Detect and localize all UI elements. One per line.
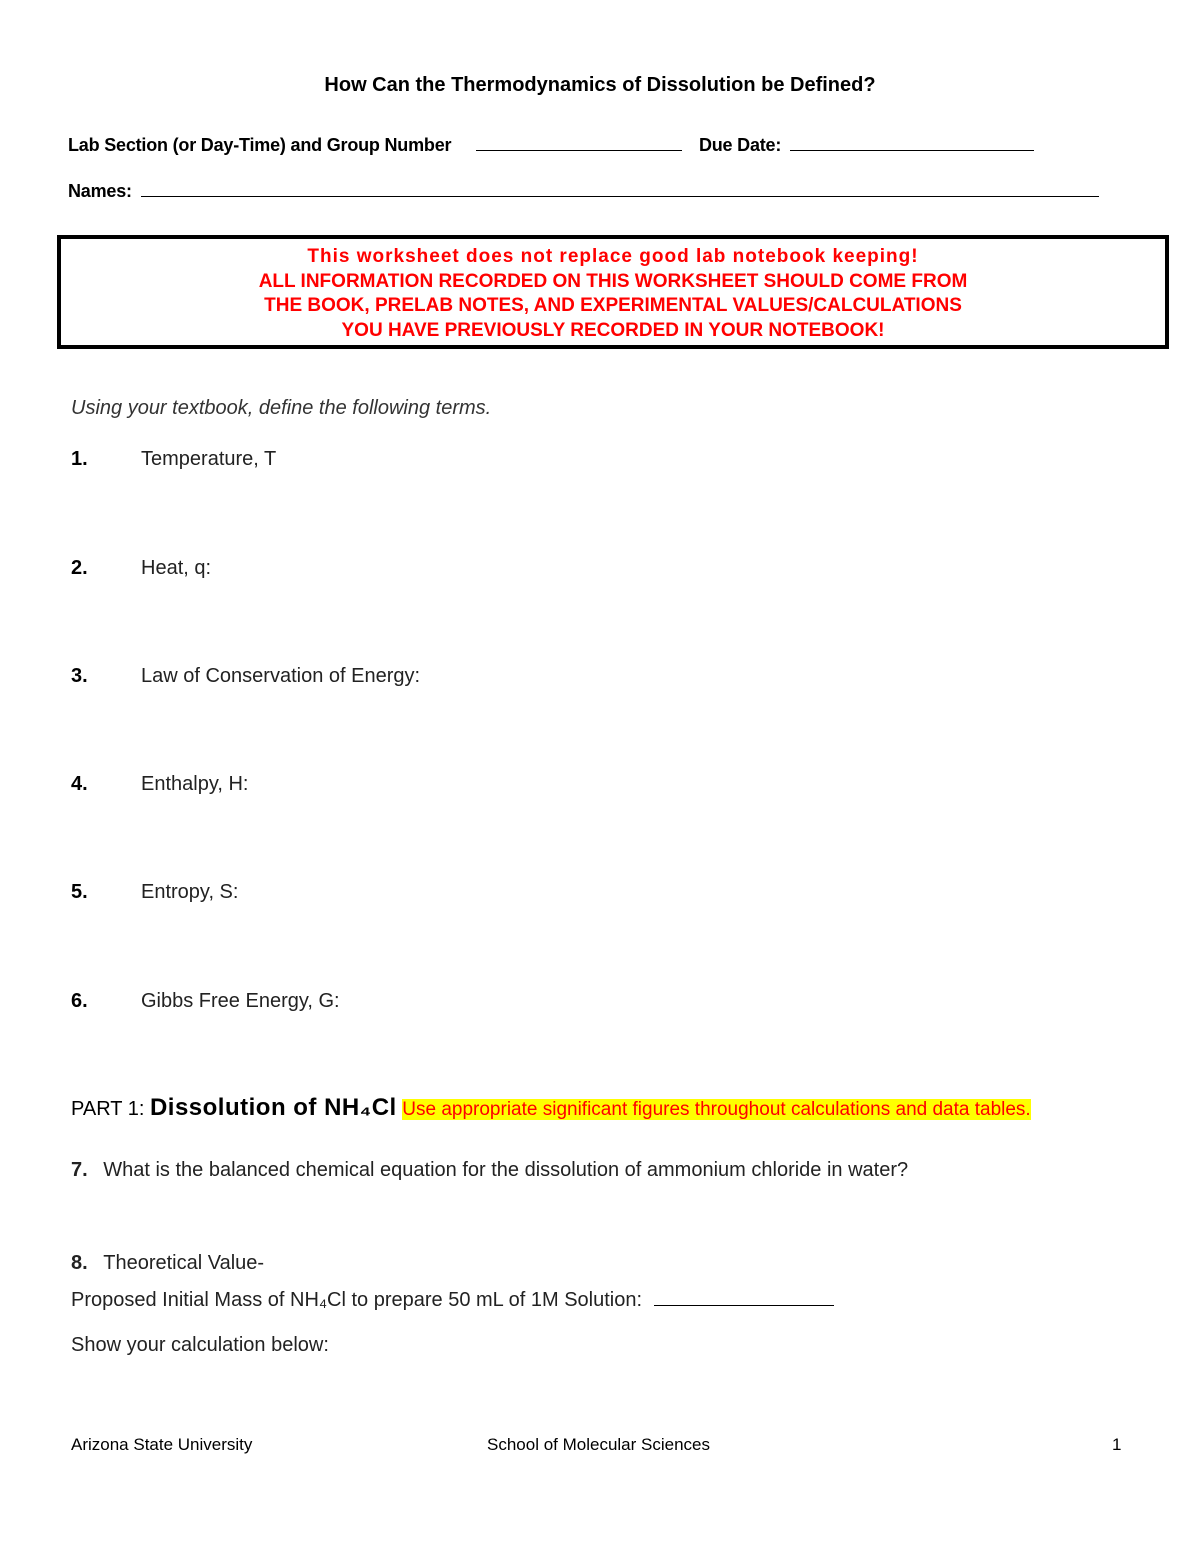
term-text: Entropy, S: xyxy=(141,881,239,903)
term-text: Enthalpy, H: xyxy=(141,773,249,795)
term-number: 5. xyxy=(71,881,88,903)
intro-text: Using your textbook, define the following terms. xyxy=(71,397,492,419)
question-8 xyxy=(71,1252,264,1275)
names-field[interactable] xyxy=(141,178,1099,197)
term-item xyxy=(71,773,88,796)
part1-heading xyxy=(71,1093,1141,1125)
proposed-mass-row xyxy=(71,1283,834,1312)
warning-line-4: YOU HAVE PREVIOUSLY RECORDED IN YOUR NOTEBOOK! xyxy=(341,320,885,341)
question-number: 8. xyxy=(71,1252,88,1274)
calculation-prompt: Show your calculation below: xyxy=(71,1334,329,1356)
question-7 xyxy=(71,1159,908,1182)
term-item xyxy=(71,665,88,688)
names-row xyxy=(68,178,1099,202)
term-number: 4. xyxy=(71,773,88,795)
due-date-label: Due Date: xyxy=(698,135,782,155)
term-text: Gibbs Free Energy, G: xyxy=(141,990,340,1012)
part1-label: PART 1: xyxy=(71,1098,145,1120)
term-item xyxy=(71,881,88,904)
term-text: Heat, q: xyxy=(141,557,212,579)
term-item xyxy=(71,448,88,471)
page-title: How Can the Thermodynamics of Dissolution be Defined? xyxy=(324,74,876,96)
footer-university: Arizona State University xyxy=(71,1435,253,1454)
warning-line-1: This worksheet does not replace good lab notebook keeping! xyxy=(307,246,919,267)
footer-school: School of Molecular Sciences xyxy=(487,1435,711,1454)
names-label: Names: xyxy=(68,181,132,201)
lab-section-field[interactable] xyxy=(476,132,682,151)
term-item xyxy=(71,990,88,1013)
warning-line-3: THE BOOK, PRELAB NOTES, AND EXPERIMENTAL VALUES/CALCULATIONS xyxy=(264,295,962,316)
question-text: Theoretical Value- xyxy=(103,1252,265,1274)
term-item xyxy=(71,557,88,580)
sig-fig-note: Use appropriate significant figures throughout calculations and data tables. xyxy=(402,1099,1031,1120)
warning-box xyxy=(57,235,1169,349)
term-text: Law of Conservation of Energy: xyxy=(141,665,421,687)
part1-title: Dissolution of NH₄Cl xyxy=(149,1094,397,1121)
page-number: 1 xyxy=(1112,1435,1122,1454)
proposed-mass-field[interactable] xyxy=(654,1283,834,1306)
question-text: What is the balanced chemical equation for the dissolution of ammonium chloride in water? xyxy=(103,1159,909,1181)
question-number: 7. xyxy=(71,1159,88,1181)
lab-section-label: Lab Section (or Day-Time) and Group Number xyxy=(68,135,452,155)
proposed-mass-label: Proposed Initial Mass of NH₄Cl to prepare 50 mL of 1M Solution: xyxy=(71,1289,643,1311)
due-date-field[interactable] xyxy=(790,132,1034,151)
term-text: Temperature, T xyxy=(141,448,277,470)
warning-line-2: ALL INFORMATION RECORDED ON THIS WORKSHEET SHOULD COME FROM xyxy=(258,271,968,292)
term-number: 3. xyxy=(71,665,88,687)
term-number: 6. xyxy=(71,990,88,1012)
lab-section-row xyxy=(68,132,1034,156)
term-number: 2. xyxy=(71,557,88,579)
term-number: 1. xyxy=(71,448,88,470)
